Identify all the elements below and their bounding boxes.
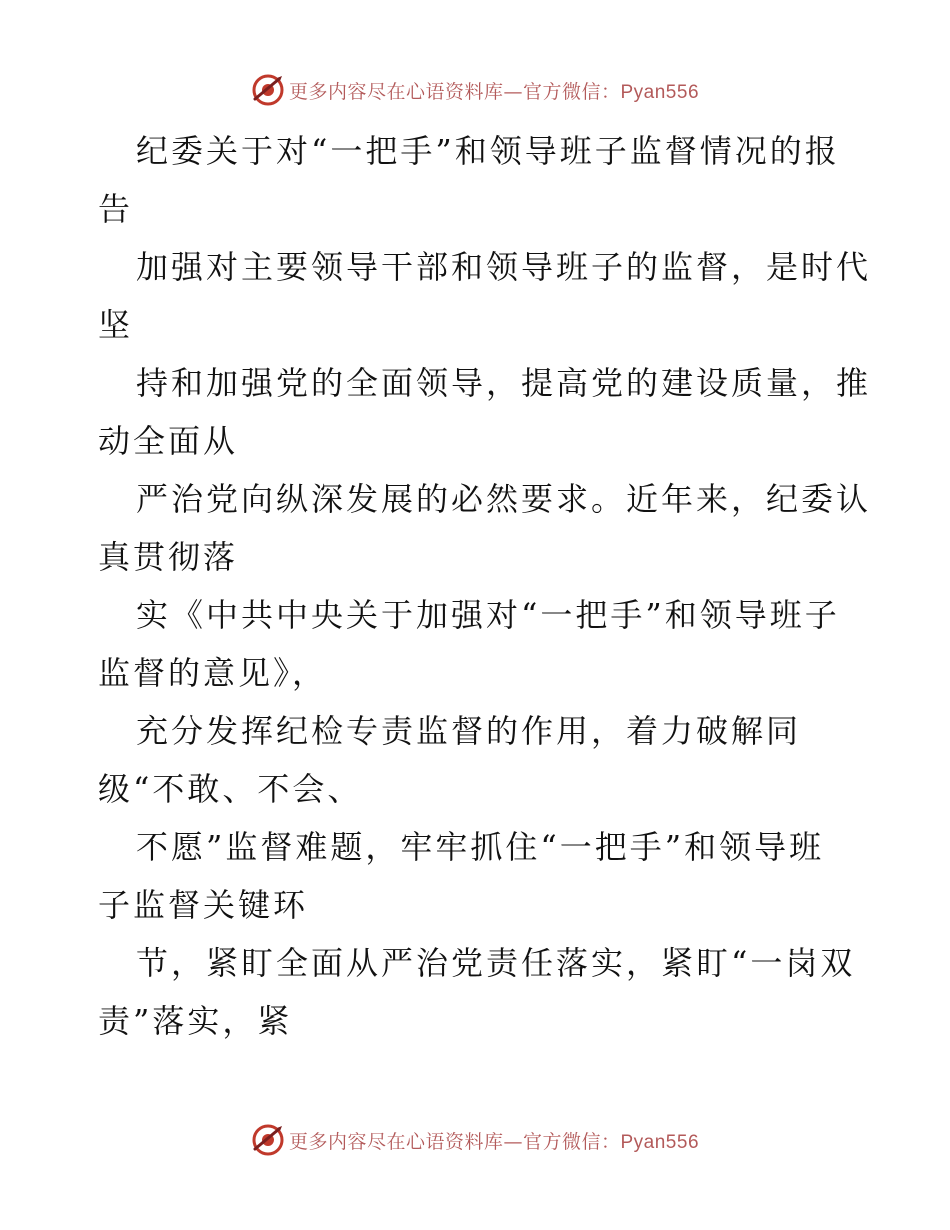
text-line-2: 告: [98, 190, 134, 228]
text-line-12: 级“不敢、不会、: [98, 770, 363, 808]
text-line-1: 纪委关于对“一把手”和领导班子监督情况的报: [136, 132, 840, 170]
text-line-11: 充分发挥纪检专责监督的作用，着力破解同: [136, 712, 802, 750]
text-line-16: 责”落实，紧: [98, 1002, 293, 1040]
brand-logo-icon: [251, 1123, 285, 1157]
footer-banner-text: [289, 1127, 699, 1154]
text-line-3: 加强对主要领导干部和领导班子的监督，是时代: [136, 248, 872, 286]
banner-dash: —: [503, 80, 523, 103]
text-line-8: 真贯彻落: [98, 538, 239, 576]
text-line-5: 持和加强党的全面领导，提高党的建设质量，推: [136, 364, 872, 402]
wechat-id: Pyan556: [620, 81, 700, 103]
document-body: [98, 122, 872, 1050]
wechat-label: 官方微信：: [522, 80, 621, 103]
text-line-14: 子监督关键环: [98, 886, 309, 924]
wechat-label: 官方微信：: [522, 1130, 621, 1153]
header-banner: [0, 70, 950, 110]
text-line-9: 实《中共中央关于加强对“一把手”和领导班子: [136, 596, 840, 634]
text-line-4: 坚: [98, 306, 134, 344]
text-line-6: 动全面从: [98, 422, 239, 460]
site-name: 更多内容尽在心语资料库: [288, 1130, 504, 1153]
footer-banner: [0, 1120, 950, 1160]
text-line-15: 节，紧盯全面从严治党责任落实，紧盯“一岗双: [136, 944, 856, 982]
banner-dash: —: [503, 1130, 523, 1153]
text-line-7: 严治党向纵深发展的必然要求。近年来，纪委认: [136, 480, 872, 518]
text-line-10: 监督的意见》，: [98, 654, 328, 692]
brand-logo-icon: [251, 73, 285, 107]
wechat-id: Pyan556: [620, 1131, 700, 1153]
text-line-13: 不愿”监督难题，牢牢抓住“一把手”和领导班: [136, 828, 825, 866]
site-name: 更多内容尽在心语资料库: [288, 80, 504, 103]
header-banner-text: [289, 77, 699, 104]
